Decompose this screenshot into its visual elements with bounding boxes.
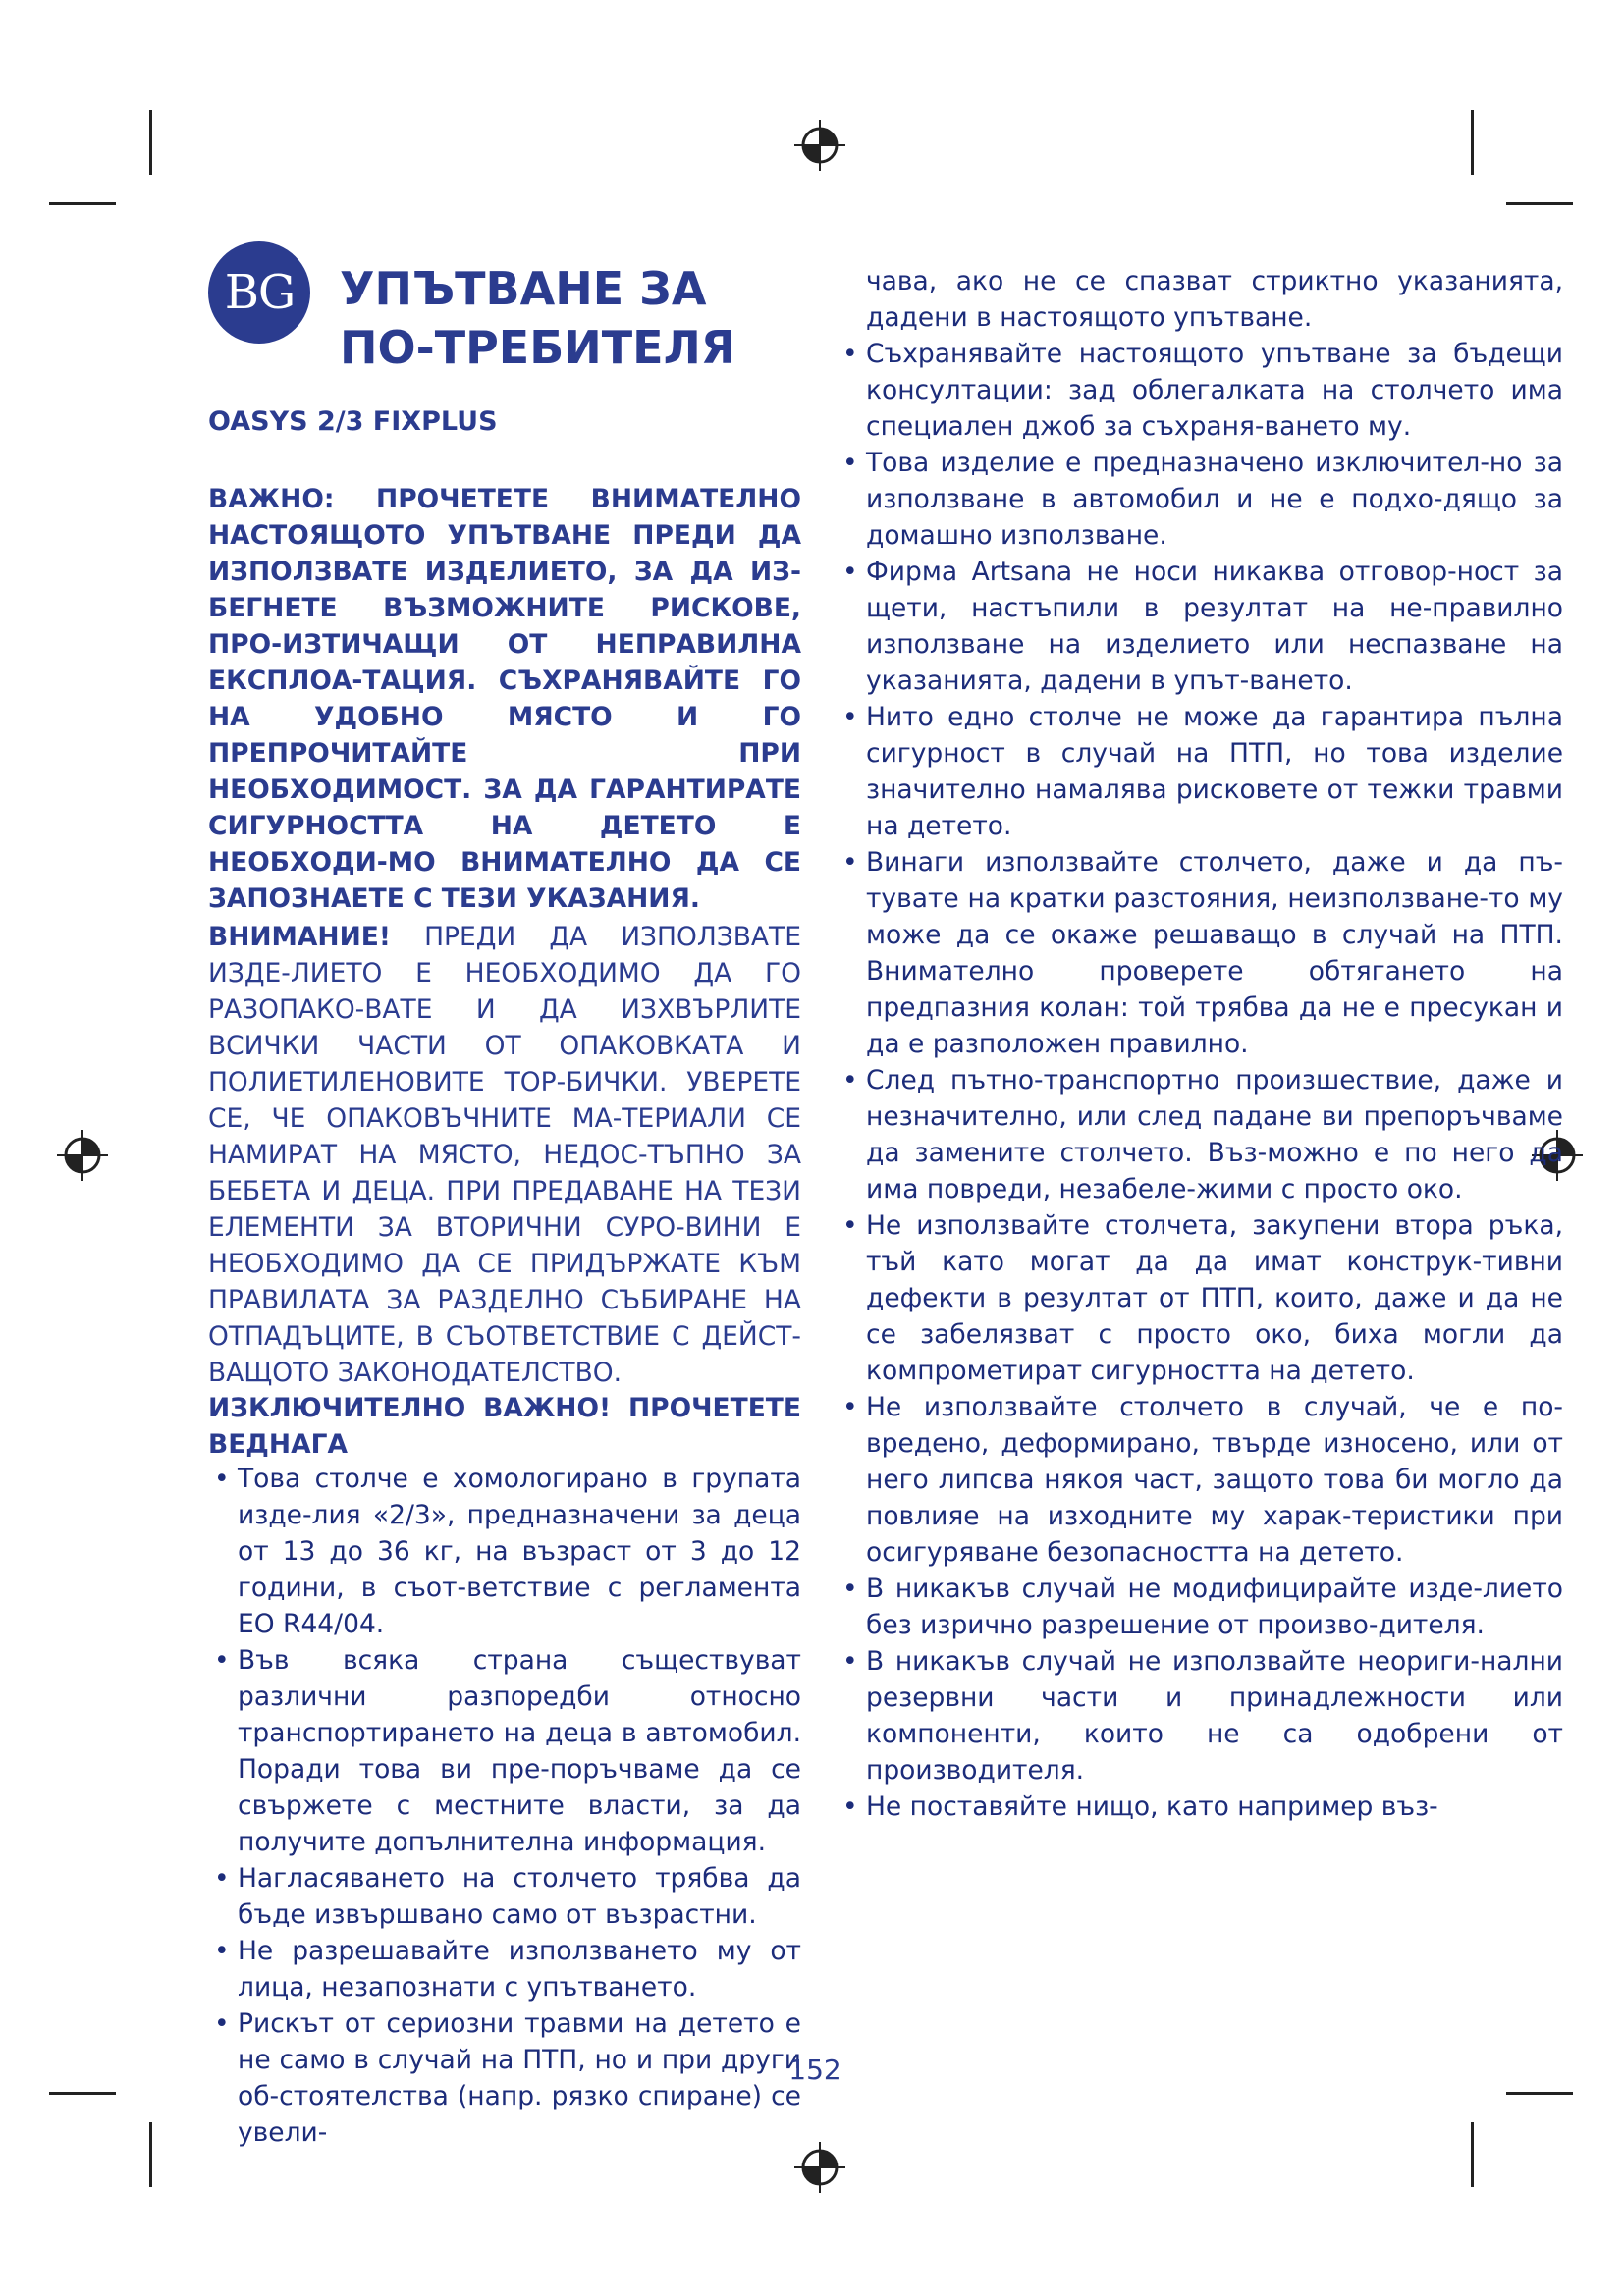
crop-mark-icon [1506,202,1573,205]
list-item-text: Съхранявайте настоящото упътване за бъдещи консултации: зад облегалката на столчето има специален джоб за съхраня-ването му. [866,339,1563,442]
list-item [837,336,1563,445]
registration-mark-icon [792,118,847,173]
language-badge: BG [208,241,310,344]
list-item-text: Нито едно столче не може да гарантира пълна сигурност в случай на ПТП, но това изделие значително намалява рисковете от тежки травми на детето. [866,702,1563,841]
list-item [208,2005,801,2151]
bullet-icon: • [214,1645,230,1676]
list-item [837,1643,1563,1789]
list-item-text: В никакъв случай не използвайте неориги-нални резервни части и принадлежности или компоненти, които не са одобрени от производителя. [866,1646,1563,1786]
registration-mark-icon [55,1128,110,1183]
crop-mark-icon [149,110,152,175]
list-item-continuation [837,263,1563,336]
list-item-text: Нагласяването на столчето трябва да бъде извършвано само от възрастни. [238,1863,801,1930]
bullet-icon: • [842,1791,858,1822]
bullet-icon: • [842,847,858,878]
list-item-text: Фирма Artsana не носи никаква отговор-ност за щети, настъпили в резултат на не-правилно използване на изделието или неспазване на указанията, дадени в упът-ването. [866,557,1563,696]
list-item [837,699,1563,844]
crop-mark-icon [149,2122,152,2187]
list-item-text: Не поставяйте нищо, като например въз- [866,1791,1438,1822]
list-item-text: След пътно-транспортно произшествие, даже и незначително, или след падане ви препоръчваме да замените столчето. Въз-можно е по него да има повреди, незабеле-жими с просто око. [866,1065,1563,1204]
list-item [837,554,1563,699]
crop-mark-icon [49,202,116,205]
bullet-icon: • [214,1464,230,1494]
bullet-icon: • [842,1646,858,1677]
bullet-icon: • [842,702,858,732]
page-number: 152 [788,2054,841,2086]
warning-text: ПРЕДИ ДА ИЗПОЛЗВАТЕ ИЗДЕ-ЛИЕТО Е НЕОБХОДИМО ДА ГО РАЗОПАКО-ВАТЕ И ДА ИЗХВЪРЛИТЕ ВСИЧКИ ЧАСТИ ОТ ОПАКОВКАТА И ПОЛИЕТИЛЕНОВИТЕ ТОР-БИЧКИ. УВЕРЕТЕ СЕ, ЧЕ ОПАКОВЪЧНИТЕ МА-ТЕРИАЛИ СЕ НАМИРАТ НА МЯСТО, НЕДОС-ТЪПНО ЗА БЕБЕТА И ДЕЦА. ПРИ ПРЕДАВАНЕ НА ТЕЗИ ЕЛЕМЕНТИ ЗА ВТОРИЧНИ СУРО-ВИНИ Е НЕОБХОДИМО ДА СЕ ПРИДЪРЖАТЕ КЪМ ПРАВИЛАТА ЗА РАЗДЕЛНО СЪБИРАНЕ НА ОТПАДЪЦИТЕ, В СЪОТВЕТСТВИЕ С ДЕЙСТ-ВАЩОТО ЗАКОНОДАТЕЛСТВО. [208,922,801,1388]
list-item-text: чава, ако не се спазват стриктно указанията, дадени в настоящото упътване. [866,266,1563,333]
page-title: УПЪТВАНЕ ЗА ПО-ТРЕБИТЕЛЯ [340,262,736,374]
list-item-text: Във всяка страна съществуват различни разпоредби относно транспортирането на деца в автомобил. Поради това ви пре-поръчваме да се свържете с местните власти, за да получите допълнителна информация. [238,1645,801,1857]
list-item-text: Не разрешавайте използването му от лица, незапознати с упътването. [238,1936,801,2002]
product-name: OASYS 2/3 FIXPLUS [208,406,498,437]
crop-mark-icon [1471,110,1474,175]
exceptional-heading: ИЗКЛЮЧИТЕЛНО ВАЖНО! ПРОЧЕТЕТЕ ВЕДНАГА [208,1393,801,1460]
bullet-icon: • [842,339,858,369]
list-item [837,1389,1563,1571]
list-item [837,1062,1563,1207]
left-bullet-list [208,1461,801,2151]
list-item [837,1571,1563,1643]
list-item-text: Рискът от сериозни травми на детето е не само в случай на ПТП, но и при други об-стоятелства (напр. рязко спиране) се увели- [238,2008,801,2148]
warning-label: ВНИМАНИЕ! [208,922,391,952]
list-item-text: Винаги използвайте столчето, даже и да пъ-тувате на кратки разстояния, неизползване-то му може да се окаже решаващо в случай на ПТП. Внимателно проверете обтягането на предпазния колан: той трябва да не е пресукан и да е разположен правилно. [866,847,1563,1059]
list-item-text: Не използвайте столчето в случай, че е по-вредено, деформирано, твърде износено, или от него липсва някоя част, защото това би могло да повлияе на изходните му харак-теристики при осигуряване безопасността на детето. [866,1392,1563,1568]
bullet-icon: • [842,448,858,478]
list-item-text: Не използвайте столчета, закупени втора ръка, тъй като могат да да имат конструк-тивни дефекти в резултат от ПТП, които, даже и да не се забелязват с просто око, биха могли да компрометират сигурността на детето. [866,1210,1563,1386]
bullet-icon: • [214,1863,230,1894]
list-item [208,1860,801,1933]
bullet-icon: • [842,557,858,587]
list-item [837,1207,1563,1389]
important-notice: ВАЖНО: ПРОЧЕТЕТЕ ВНИМАТЕЛНО НАСТОЯЩОТО УПЪТВАНЕ ПРЕДИ ДА ИЗПОЛЗВАТЕ ИЗДЕЛИЕТО, ЗА ДА ИЗ-БЕГНЕТЕ ВЪЗМОЖНИТЕ РИСКОВЕ, ПРО-ИЗТИЧАЩИ ОТ НЕПРАВИЛНА ЕКСПЛОА-ТАЦИЯ. СЪХРАНЯВАЙТЕ ГО НА УДОБНО МЯСТО И ГО ПРЕПРОЧИТАЙТЕ ПРИ НЕОБХОДИМОСТ. ЗА ДА ГАРАНТИРАТЕ СИГУРНОСТТА НА ДЕТЕТО Е НЕОБХОДИ-МО ВНИМАТЕЛНО ДА СЕ ЗАПОЗНАЕТЕ С ТЕЗИ УКАЗАНИЯ. [208,484,801,914]
list-item [837,445,1563,554]
bullet-icon: • [214,2008,230,2039]
list-item-text: Това столче е хомологирано в групата изде-лия «2/3», предназначени за деца от 13 до 36 кг, на възраст от 3 до 12 години, в съот-ветствие с регламента ЕО R44/04. [238,1464,801,1639]
list-item-text: В никакъв случай не модифицирайте изде-лието без изрично разрешение от произво-дителя. [866,1574,1563,1640]
list-item-text: Това изделие е предназначено изключител-но за използване в автомобил и не е подхо-дящо за домашно използване. [866,448,1563,551]
bullet-icon: • [842,1065,858,1095]
crop-mark-icon [1471,2122,1474,2187]
list-item [208,1933,801,2005]
crop-mark-icon [49,2092,116,2095]
list-item [208,1461,801,1642]
right-bullet-list [837,263,1563,1825]
list-item [208,1642,801,1860]
crop-mark-icon [1506,2092,1573,2095]
bullet-icon: • [842,1392,858,1422]
bullet-icon: • [842,1574,858,1604]
warning-paragraph [208,919,801,1391]
list-item [837,844,1563,1062]
bullet-icon: • [842,1210,858,1241]
list-item [837,1789,1563,1825]
bullet-icon: • [214,1936,230,1966]
